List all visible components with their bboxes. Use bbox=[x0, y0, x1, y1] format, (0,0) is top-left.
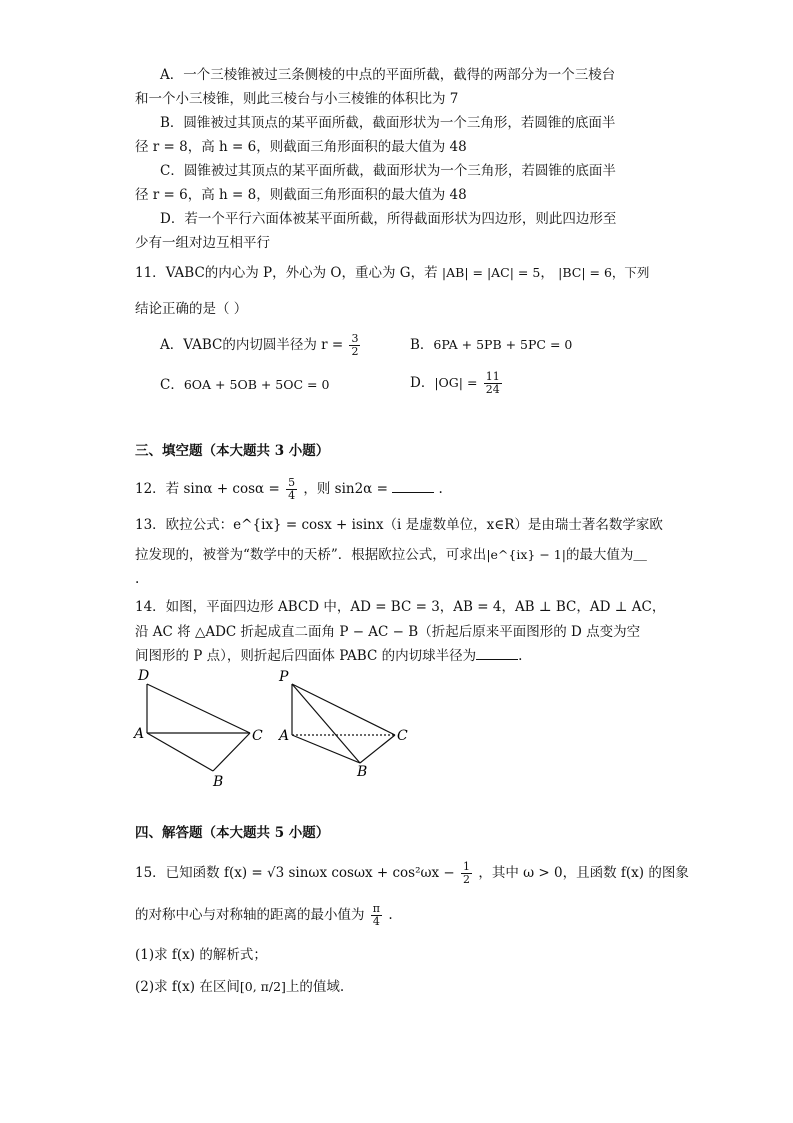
label-p: P bbox=[279, 669, 289, 685]
q10-option-b-line1: B．圆锥被过其顶点的某平面所截，截面形状为一个三角形，若圆锥的底面半 bbox=[160, 115, 616, 131]
q13-line3: . bbox=[135, 571, 140, 587]
q11-number: 11． bbox=[135, 265, 166, 281]
q11-option-a: A．VABC的内切圆半径为 r = $\frac{3}{2}$ bbox=[160, 332, 359, 358]
q15-interval: [0, π/2] bbox=[239, 979, 286, 994]
q15-part-1: (1)求 f(x) 的解析式； bbox=[135, 947, 267, 963]
section-3-heading: 三、填空题（本大题共 3 小题） bbox=[135, 443, 330, 459]
q11-option-b: B．6PA + 5PB + 5PC = 0 bbox=[410, 337, 573, 353]
q11-option-d: D．|OG| = $\frac{11}{24}$ bbox=[410, 370, 500, 396]
q11-option-b-text: 6PA + 5PB + 5PC = 0 bbox=[433, 337, 573, 352]
label-a-left: A bbox=[134, 726, 145, 742]
label-a-right: A bbox=[279, 728, 290, 744]
q13-line2: 拉发现的，被誉为“数学中的天桥”．根据欧拉公式，可求出|e^{ix} − 1|的最大值为＿ bbox=[135, 547, 647, 563]
label-b-right: B bbox=[357, 764, 368, 780]
q11-option-a-text: VABC的内切圆半径为 r = bbox=[183, 337, 344, 353]
q13-expression: |e^{ix} − 1| bbox=[486, 547, 566, 562]
q11-stem-text: VABC的内心为 P，外心为 O，重心为 G，若 bbox=[165, 265, 438, 281]
q11-stem-end: 结论正确的是（ ） bbox=[135, 301, 248, 317]
q10-option-d-line2: 少有一组对边互相平行 bbox=[135, 235, 270, 251]
answer-blank[interactable] bbox=[392, 478, 434, 493]
section-4-heading: 四、解答题（本大题共 5 小题） bbox=[135, 825, 330, 841]
label-b-left: B bbox=[213, 774, 224, 790]
q10-option-c-line1: C．圆锥被过其顶点的某平面所截，截面形状为一个三角形，若圆锥的底面半 bbox=[160, 163, 616, 179]
label-c-right: C bbox=[397, 728, 408, 744]
answer-blank[interactable] bbox=[476, 645, 518, 660]
fraction: $\frac{3}{2}$ bbox=[351, 332, 359, 358]
label-d: D bbox=[138, 668, 150, 684]
q14-line1: 14．如图，平面四边形 ABCD 中，AD = BC = 3，AB = 4，AB ⊥ BC，AD ⊥ AC， bbox=[135, 599, 666, 615]
q15-part-2: (2)求 f(x) 在区间[0, π/2]上的值域. bbox=[135, 979, 345, 995]
q10-option-a-line1: A．一个三棱锥被过三条侧棱的中点的平面所截，截得的两部分为一个三棱台 bbox=[160, 67, 616, 83]
fraction: $\frac{11}{24}$ bbox=[485, 370, 500, 396]
q10-option-c-line2: 径 r = 6，高 h = 8，则截面三角形面积的最大值为 48 bbox=[135, 187, 467, 203]
q14-line3: 间图形的 P 点），则折起后四面体 PABC 的内切球半径为 . bbox=[135, 645, 522, 667]
fraction: $\frac{1}{2}$ bbox=[463, 860, 471, 886]
q10-option-b-line2: 径 r = 8，高 h = 6，则截面三角形面积的最大值为 48 bbox=[135, 139, 467, 155]
q11-option-c: C．6OA + 5OB + 5OC = 0 bbox=[160, 377, 330, 393]
q11-condition-2: |BC| = 6，下列 bbox=[558, 265, 650, 280]
q15-line1: 15．已知函数 f(x) = √3 sinωx cosωx + cos²ωx − $\frac{1}{2}$ ，其中 ω > 0，且函数 f(x) 的图象 bbox=[135, 860, 689, 886]
q11-option-d-text: |OG| = bbox=[434, 375, 478, 390]
fraction: $\frac{5}{4}$ bbox=[288, 476, 296, 502]
q11-condition-1: |AB| = |AC| = 5 bbox=[441, 265, 541, 280]
q13-line1: 13．欧拉公式：e^{ix} = cosx + isinx（i 是虚数单位，x∈R）是由瑞士著名数学家欧 bbox=[135, 517, 663, 533]
q11-stem: 11．VABC的内心为 P，外心为 O，重心为 G，若 |AB| = |AC| = 5， |BC| = 6，下列 bbox=[135, 265, 650, 281]
q10-option-a-line2: 和一个小三棱锥，则此三棱台与小三棱锥的体积比为 7 bbox=[135, 91, 459, 107]
q10-option-d-line1: D．若一个平行六面体被某平面所截，所得截面形状为四边形，则此四边形至 bbox=[160, 211, 617, 227]
q12-post: ，则 sin2α = bbox=[303, 481, 388, 497]
q12: 12．若 sinα + cosα = $\frac{5}{4}$ ，则 sin2α = . bbox=[135, 476, 443, 502]
q12-prefix: 12．若 sinα + cosα = bbox=[135, 481, 280, 497]
q14-line2: 沿 AC 将 △ADC 折起成直二面角 P − AC − B（折起后原来平面图形的 D 点变为空 bbox=[135, 624, 641, 640]
label-c-left: C bbox=[252, 728, 263, 744]
q15-line2: 的对称中心与对称轴的距离的最小值为 $\frac{\pi}{4}$ . bbox=[135, 902, 393, 928]
figure-tetrahedron bbox=[292, 684, 395, 763]
q11-option-c-text: 6OA + 5OB + 5OC = 0 bbox=[183, 377, 330, 392]
fraction: $\frac{\pi}{4}$ bbox=[372, 902, 381, 928]
figure-planar-quadrilateral bbox=[147, 684, 250, 771]
